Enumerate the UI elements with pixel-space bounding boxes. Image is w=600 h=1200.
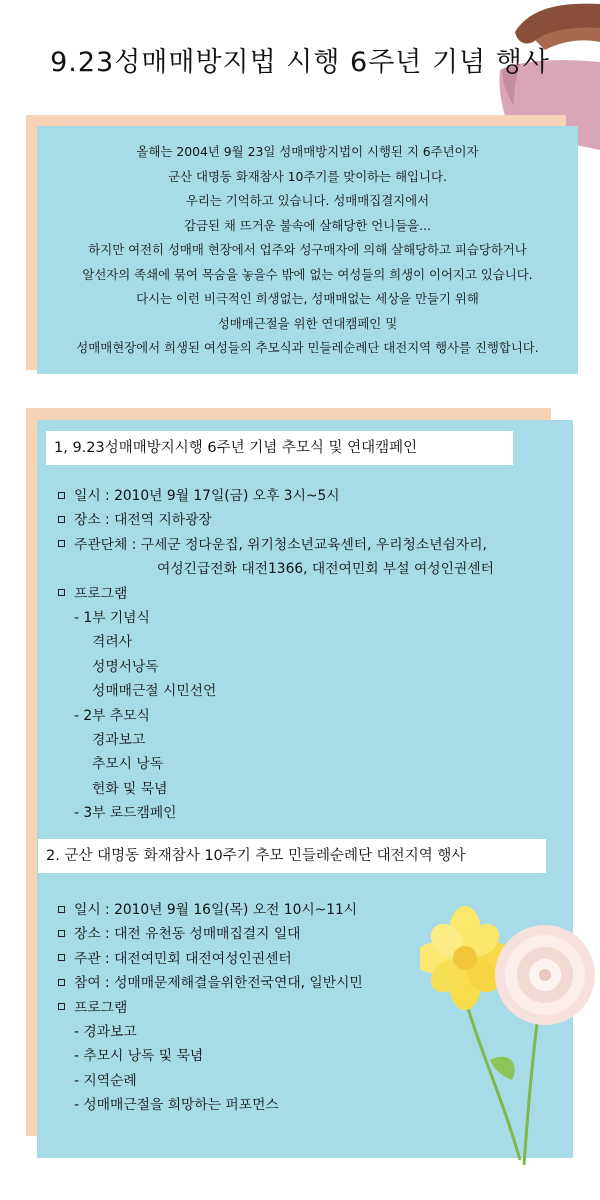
event-place: 장소 : 대전역 지하광장 bbox=[74, 512, 212, 529]
square-bullet-icon bbox=[58, 906, 65, 913]
event-date: 일시 : 2010년 9월 16일(목) 오전 10시~11시 bbox=[74, 902, 358, 918]
square-bullet-icon bbox=[58, 516, 65, 523]
program-item: 헌화 및 묵념 bbox=[92, 780, 168, 797]
program-item: - 성매매근절을 희망하는 퍼포먼스 bbox=[74, 1097, 279, 1114]
program-part: - 2부 추모식 bbox=[74, 707, 150, 724]
section2-list bbox=[58, 898, 363, 1118]
square-bullet-icon bbox=[58, 954, 65, 961]
program-item: 경과보고 bbox=[92, 731, 146, 748]
program-item: 추모시 낭독 bbox=[92, 756, 164, 773]
list-item bbox=[58, 508, 494, 532]
square-bullet-icon bbox=[58, 540, 65, 547]
section1-list bbox=[58, 484, 494, 825]
list-item bbox=[58, 484, 494, 508]
program-part: - 3부 로드캠페인 bbox=[74, 805, 177, 822]
program-item: - 지역순례 bbox=[74, 1072, 137, 1089]
intro-line: 우리는 기억하고 있습니다. 성매매집결지에서 bbox=[185, 193, 430, 208]
section1-heading: 1, 9.23성매매방지시행 6주년 기념 추모식 및 연대캠페인 bbox=[46, 431, 513, 465]
page-title: 9.23성매매방지법 시행 6주년 기념 행사 bbox=[50, 47, 550, 78]
program-item: 성매매근절 시민선언 bbox=[92, 683, 217, 700]
program-item: 격려사 bbox=[92, 634, 132, 651]
list-item bbox=[58, 898, 363, 922]
event-participants: 참여 : 성매매문제해결을위한전국연대, 일반시민 bbox=[74, 975, 363, 992]
program-label: 프로그램 bbox=[74, 585, 128, 602]
square-bullet-icon bbox=[58, 589, 65, 596]
section2-heading: 2. 군산 대명동 화재참사 10주기 추모 민들레순례단 대전지역 행사 bbox=[38, 839, 546, 873]
event-host-continued: 여성긴급전화 대전1366, 대전여민회 부설 여성인권센터 bbox=[157, 561, 494, 578]
program-item: 성명서낭독 bbox=[92, 658, 159, 675]
square-bullet-icon bbox=[58, 979, 65, 986]
intro-line: 올해는 2004년 9월 23일 성매매방지법이 시행된 지 6주년이자 bbox=[136, 144, 479, 159]
program-label: 프로그램 bbox=[74, 999, 128, 1016]
event-place: 장소 : 대전 유천동 성매매집결지 일대 bbox=[74, 926, 301, 943]
intro-line: 감금된 채 뜨거운 불속에 살해당한 언니들을... bbox=[184, 217, 431, 233]
list-item bbox=[58, 971, 363, 995]
square-bullet-icon bbox=[58, 492, 65, 499]
list-item bbox=[58, 922, 363, 946]
intro-line: 군산 대명동 화재참사 10주기를 맞이하는 해입니다. bbox=[168, 168, 447, 184]
program-part: - 1부 기념식 bbox=[74, 609, 150, 626]
list-item bbox=[58, 533, 494, 557]
intro-line: 알선자의 족쇄에 묶여 목숨을 놓을수 밖에 없는 여성들의 희생이 이어지고 있습니다. bbox=[82, 266, 533, 282]
list-item bbox=[58, 996, 363, 1020]
event-host: 주관단체 : 구세군 정다운집, 위기청소년교육센터, 우리청소년쉼자리, bbox=[74, 536, 487, 553]
program-item: - 추모시 낭독 및 묵념 bbox=[74, 1048, 204, 1065]
event-date: 일시 : 2010년 9월 17일(금) 오후 3시~5시 bbox=[74, 488, 340, 504]
flower-illustration bbox=[420, 890, 600, 1170]
square-bullet-icon bbox=[58, 1003, 65, 1010]
event-host: 주관 : 대전여민회 대전여성인권센터 bbox=[74, 950, 292, 967]
list-item bbox=[58, 582, 494, 606]
intro-line: 성매매근절을 위한 연대캠페인 및 bbox=[217, 315, 398, 331]
program-item: - 경과보고 bbox=[74, 1023, 137, 1040]
intro-line: 다시는 이런 비극적인 희생없는, 성매매없는 세상을 만들기 위해 bbox=[136, 291, 479, 306]
intro-line: 하지만 여전히 성매매 현장에서 업주와 성구매자에 의해 살해당하고 피습당하거나 bbox=[88, 242, 527, 257]
list-item bbox=[58, 947, 363, 971]
square-bullet-icon bbox=[58, 930, 65, 937]
intro-line: 성매매현장에서 희생된 여성들의 추모식과 민들레순례단 대전지역 행사를 진행합니다. bbox=[76, 340, 539, 355]
intro-text bbox=[37, 140, 578, 361]
